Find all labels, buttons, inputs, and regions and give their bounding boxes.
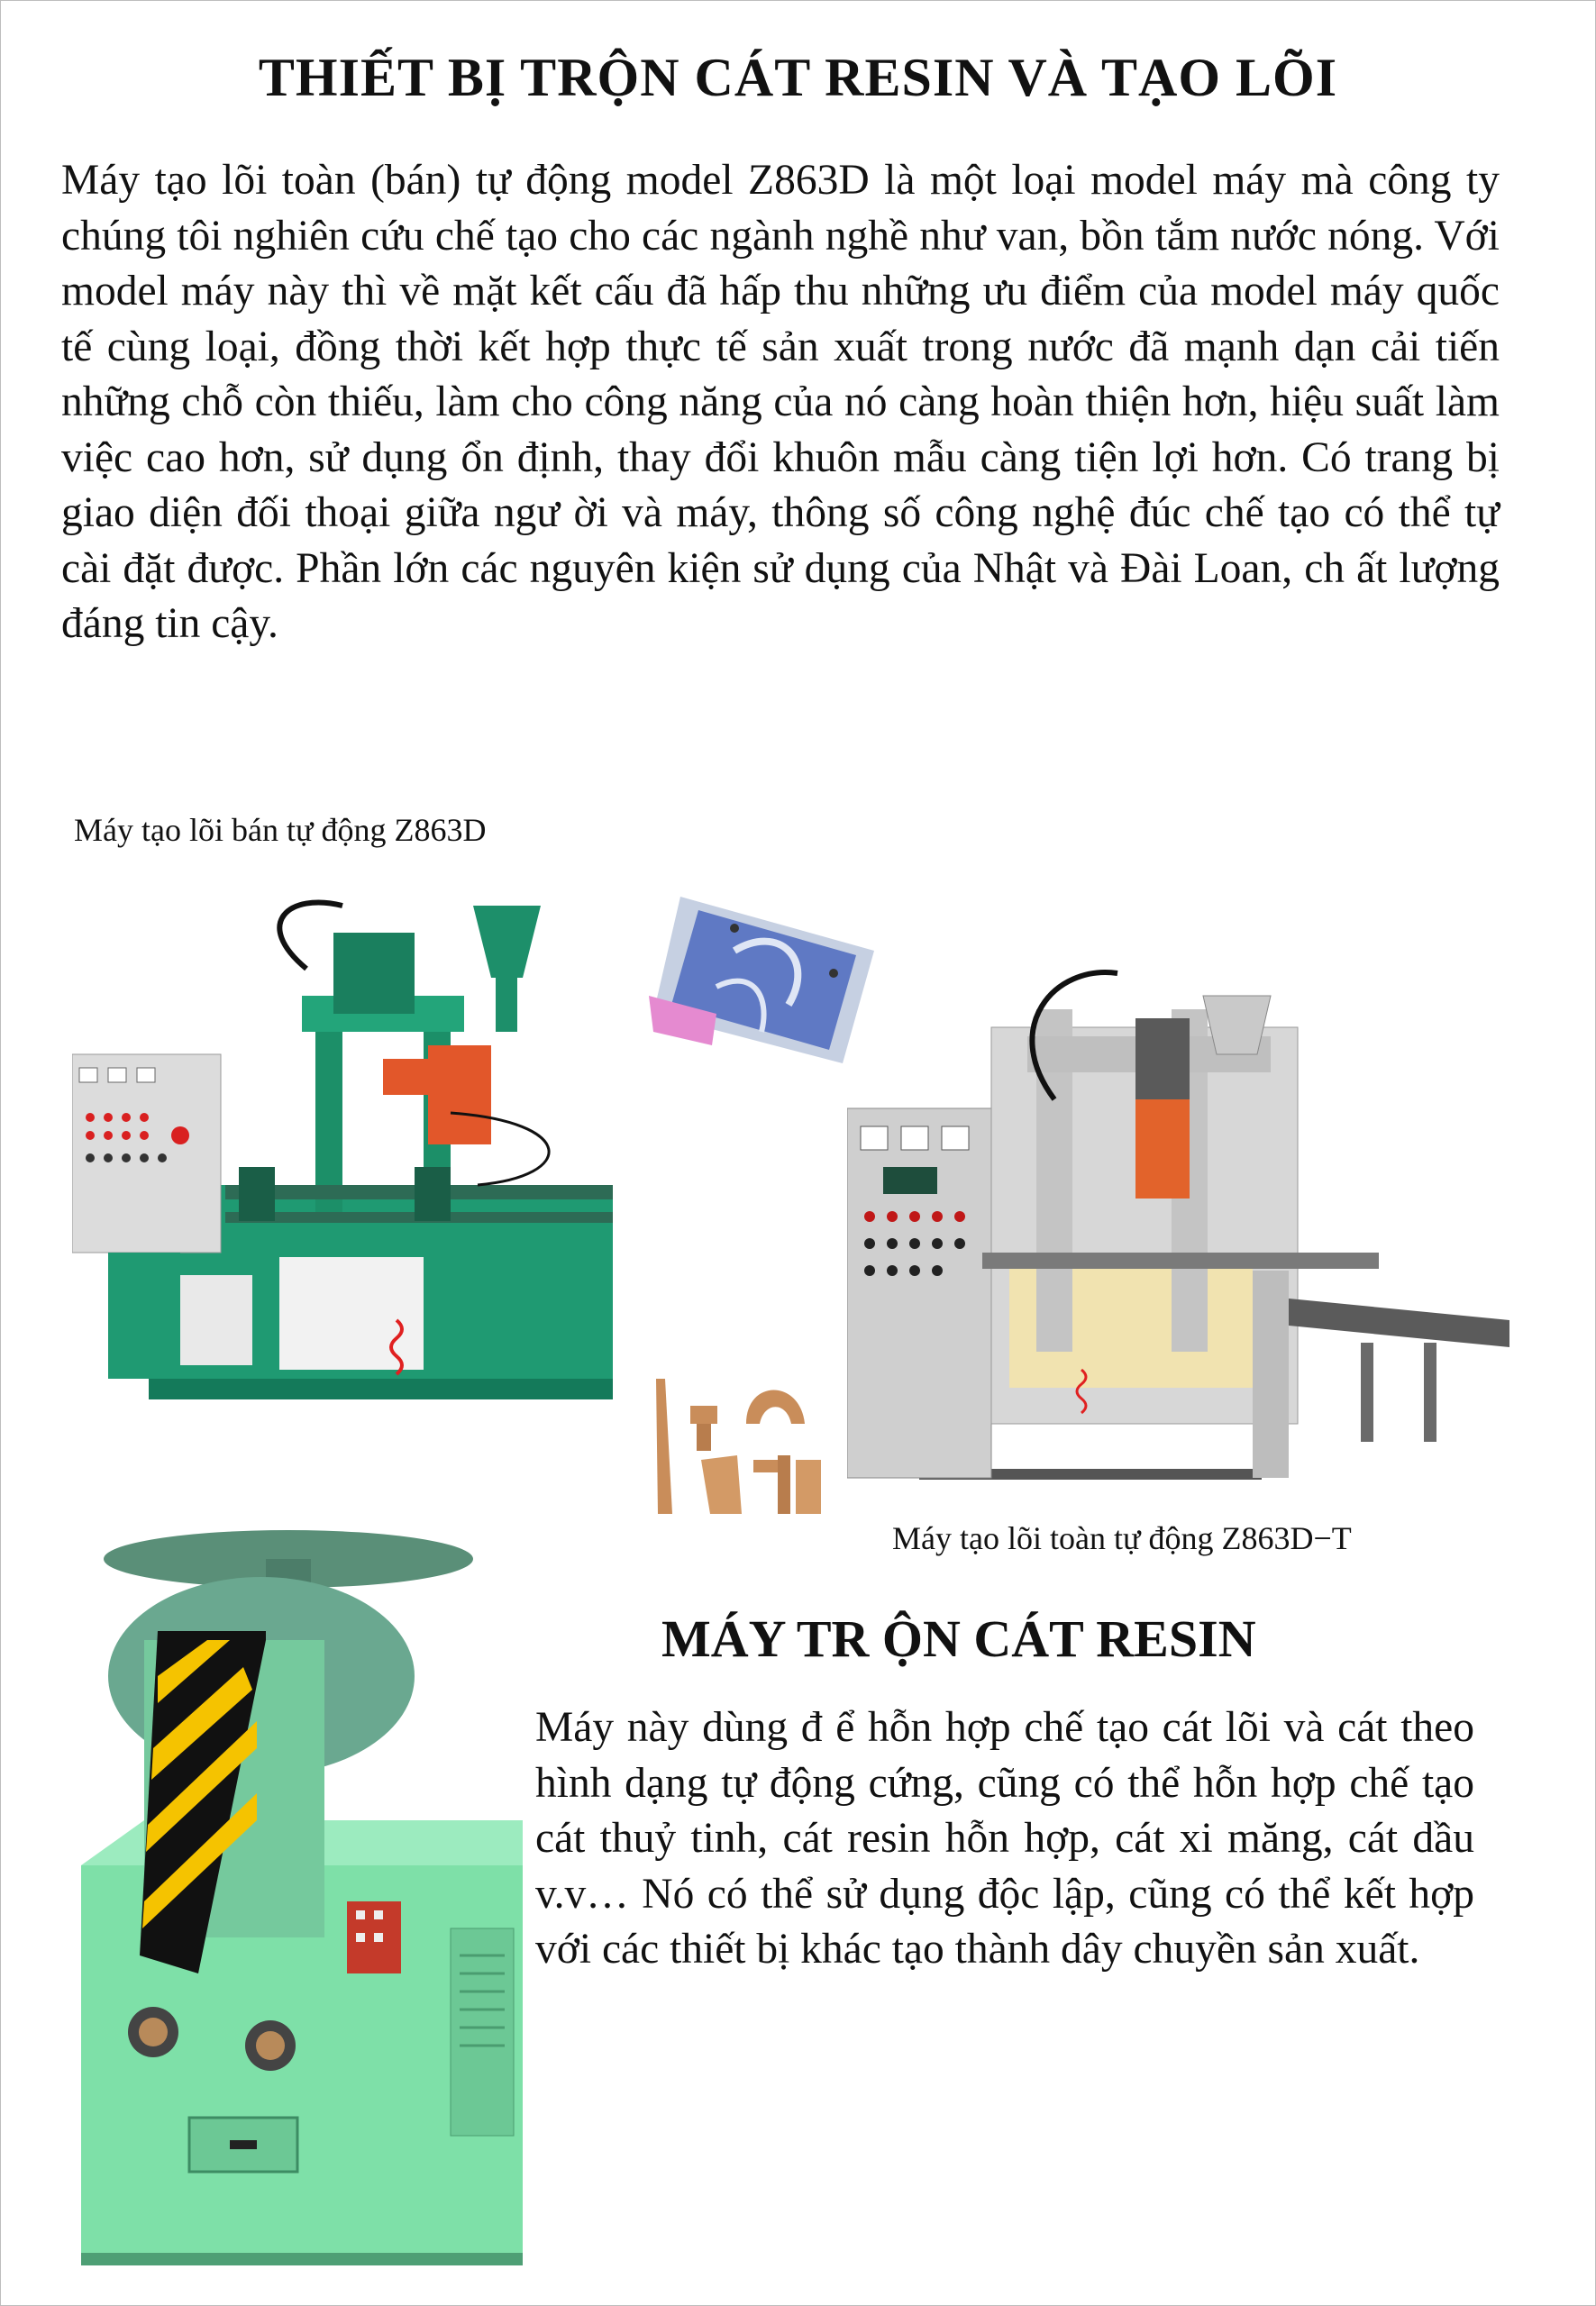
- mixer-title: MÁY TR ỘN CÁT RESIN: [661, 1609, 1256, 1668]
- mold-render-image: [635, 888, 879, 1068]
- caption-full-auto: Máy tạo lõi toàn tự động Z863D−T: [892, 1520, 1352, 1556]
- intro-paragraph: Máy tạo lõi toàn (bán) tự động model Z863D là một loại model máy mà công ty chúng tôi nghiên cứu chế tạo cho các ngành nghề như van, bồn tắm nước nóng. Với model máy này thì về mặt kết cấu đã hấp thu những ưu điểm của model máy quốc tế cùng loại, đồng thời kết hợp thực tế sản xuất trong nước đã mạnh dạn cải tiến những chỗ còn thiếu, làm cho công năng của nó càng hoàn thiện hơn, hiệu suất làm việc cao hơn, sử dụng ổn định, thay đổi khuôn mẫu càng tiện lợi hơn. Có trang bị giao diện đối thoại giữa ngư ời và máy, thông số công nghệ đúc chế tạo có thể tự cài đặt được. Phần lớn các nguyên kiện sử dụng của Nhật và Đài Loan, ch ất lượng đáng tin cậy.: [61, 157, 1500, 647]
- resin-mixer-image: [72, 1523, 541, 2280]
- caption-semi-auto: Máy tạo lõi bán tự động Z863D: [74, 812, 487, 848]
- full-auto-machine-image: [847, 955, 1509, 1482]
- page-title: THIẾT BỊ TRỘN CÁT RESIN VÀ TẠO LÕI: [258, 48, 1338, 107]
- mixer-description: Máy này dùng đ ể hỗn hợp chế tạo cát lõi và cát theo hình dạng tự động cứng, cũng có thể hỗn hợp chế tạo cát thuỷ tinh, cát resin hỗn hợp, cát xi măng, cát dầu v.v… Nó có thể sử dụng độc lập, cũng có thể kết hợp với các thiết bị khác tạo thành dây chuyền sản xuất.: [535, 1704, 1474, 1973]
- semi-auto-machine-image: [72, 888, 613, 1455]
- sand-cores-image: [647, 1370, 832, 1523]
